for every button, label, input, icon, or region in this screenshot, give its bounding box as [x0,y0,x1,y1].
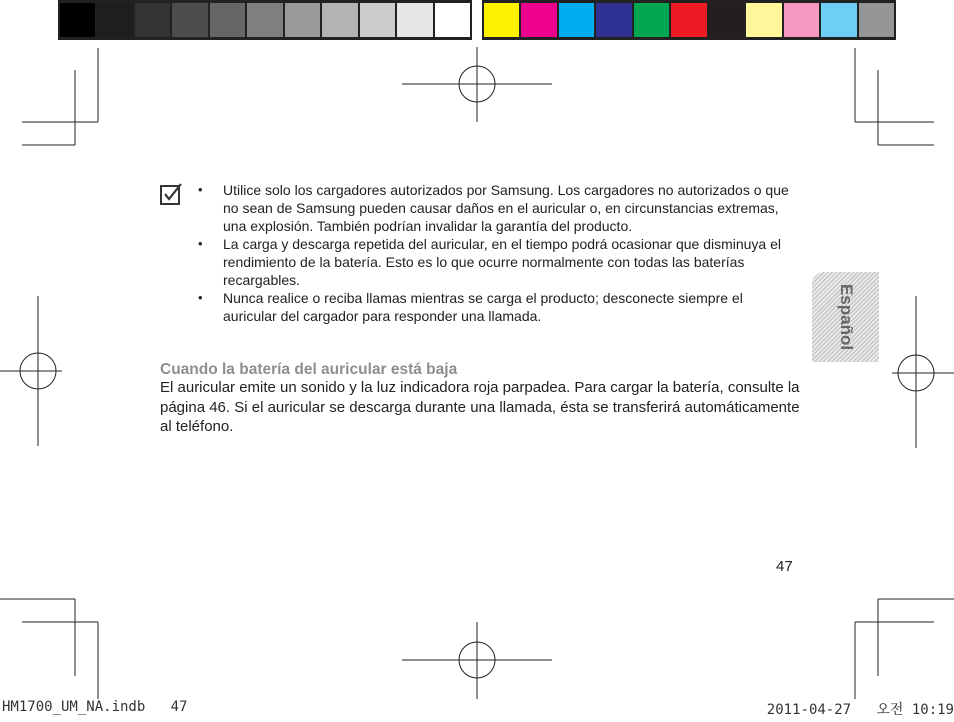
section-body: El auricular emite un sonido y la luz indicadora roja parpadea. Para cargar la batería, consulte la página 46. Si el auricular se descarga durante una llamada, ésta se transferirá automáticamente al teléfono. [160,379,800,435]
checkbox-check-icon [160,183,184,207]
note-bullet: • La carga y descarga repetida del auricular, en el tiempo podrá ocasionar que disminuya el rendimiento de la batería. Esto es lo que ocurre normalmente con todas las baterías recargables. [196,235,796,289]
note-bullet-list [196,181,796,325]
section-title: Cuando la batería del auricular está baja [160,361,458,378]
footer-timestamp: 2011-04-27 오전 10:19 [766,702,954,718]
language-tab-label: Español [836,283,856,351]
page-number: 47 [776,558,793,575]
language-tab [812,272,879,362]
footer-file-slug: HM1700_UM_NA.indb 47 [2,699,188,715]
note-bullet: • Nunca realice o reciba llamas mientras se carga el producto; desconecte siempre el auricular del cargador para responder una llamada. [196,289,796,325]
note-bullet: • Utilice solo los cargadores autorizados por Samsung. Los cargadores no autorizados o que no sean de Samsung pueden causar daños en el auricular o, en circunstancias extremas, una explosión. También podrían invalidar la garantía del producto. [196,181,796,235]
